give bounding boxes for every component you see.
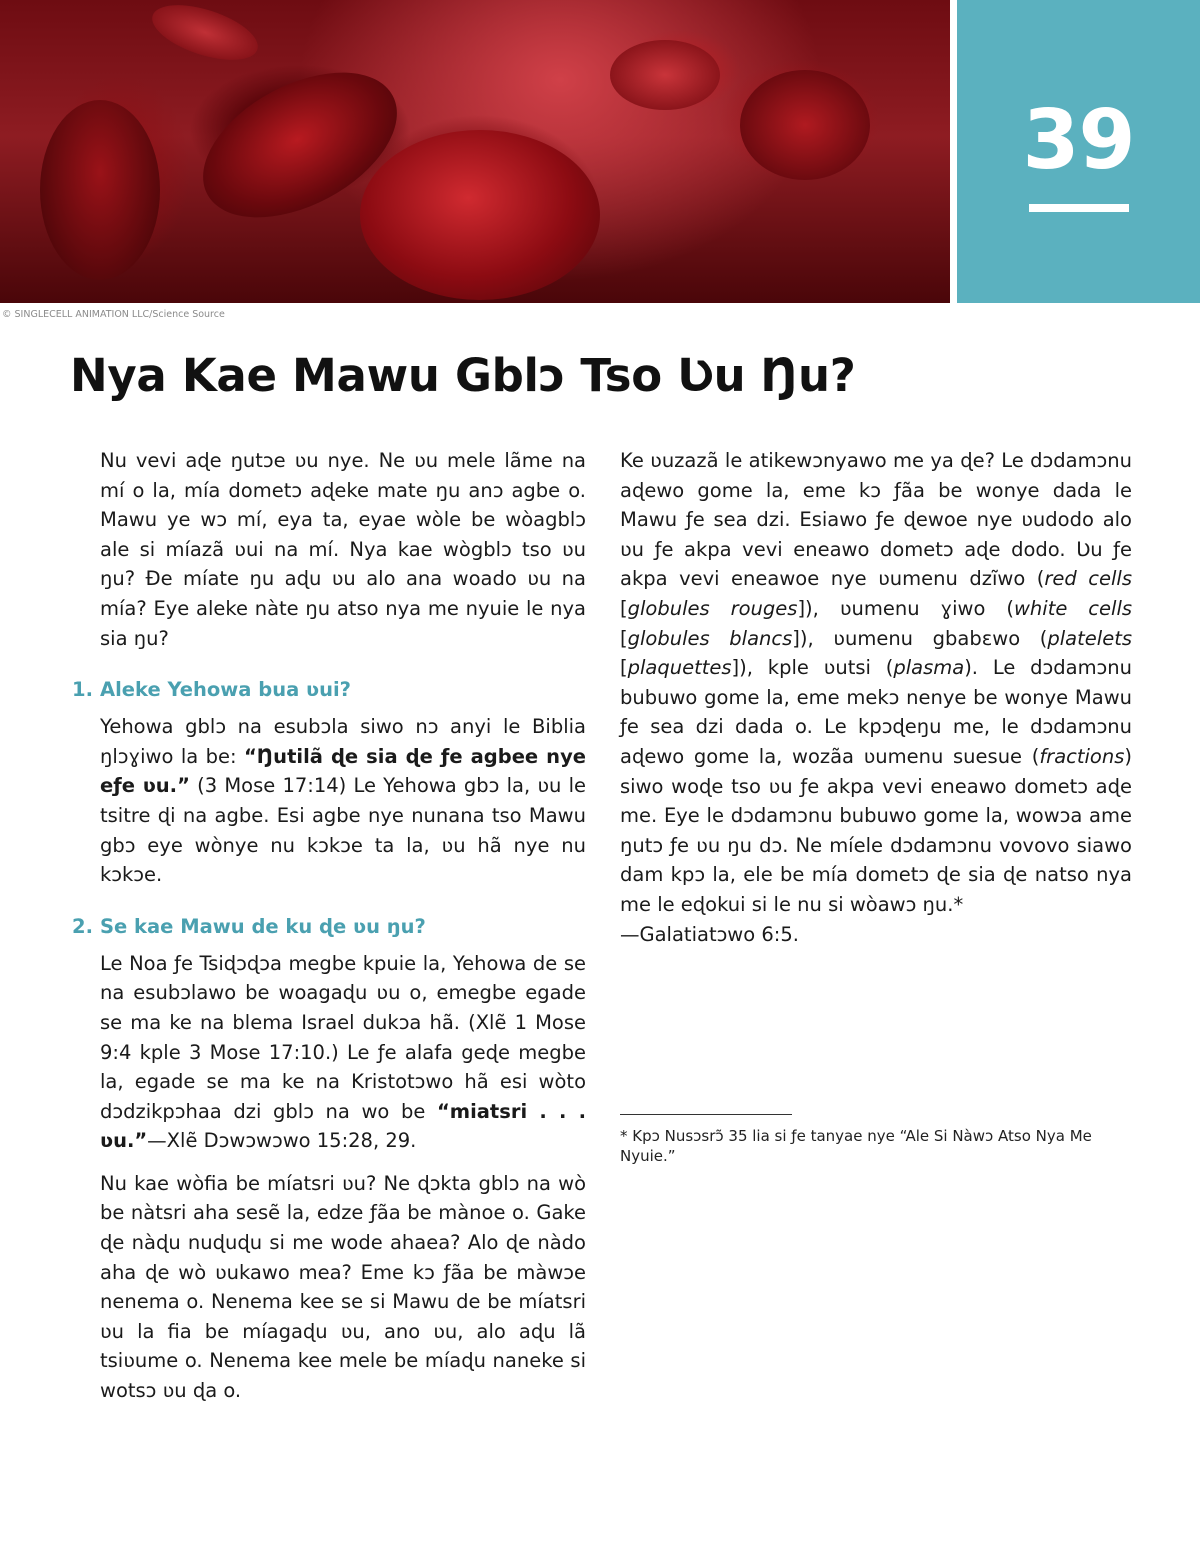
lesson-number: 39: [1022, 93, 1135, 188]
bold-quote: “Ŋutilã ɖe sia ɖe ƒe agbee nye eƒe ʋu.”: [100, 744, 587, 798]
scripture-reference: —Galatiatɔwo 6:5.: [620, 922, 799, 946]
text-run: Le Noa ƒe Tsiɖɔɖɔa megbe kpuie la, Yehowa de se na esubɔlawo be woagaɖu ʋu o, emegbe egade se ma ke na blema Israel dukɔa hã. (Xlẽ 1 Mose 9:4 kple 3 Mose 17:10.) Le ƒe alafa geɖe megbe la, egade se ma ke na Kristotɔwo hã esi wòto dɔdzikpɔhaa dzi gblɔ na wo be: [100, 951, 586, 1123]
left-column: [72, 446, 587, 1419]
text-run: ]), ʋumenu gbabɛwo (: [792, 626, 1048, 650]
italic-term: globules rouges: [627, 596, 798, 620]
text-run: ]), ʋumenu ɣiwo (: [797, 596, 1014, 620]
italic-term: plaquettes: [627, 656, 732, 680]
blood-cell-small: [610, 40, 720, 110]
section-2-paragraph-2: Nu kae wòfia be míatsri ʋu? Ne ɖɔkta gblɔ na wò be nàtsri aha sesẽ la, edze ƒãa be mànoe o. Gake ɖe nàɖu nuɖuɖu si me wode ahaea? Alo ɖe nàdo aha ɖe wò ʋukawo mea? Eme kɔ ƒãa be màwɔe nenema o. Nenema kee se si Mawu de be míatsri ʋu la fia be míagaɖu ʋu, ano ʋu, alo aɖu lã tsiʋume o. Nenema kee mele be míaɖu naneke si wotsɔ ʋu ɖa o.: [100, 1171, 586, 1403]
hero-image: [0, 0, 950, 303]
section-2-paragraph-3: [620, 446, 1132, 949]
text-run: [: [620, 656, 628, 680]
italic-term: white cells: [1013, 596, 1133, 620]
italic-term: fractions: [1039, 744, 1125, 768]
italic-term: platelets: [1047, 626, 1132, 650]
question-text: Aleke Yehowa bua ʋui?: [100, 678, 351, 702]
question-number: 2.: [72, 914, 93, 938]
italic-term: plasma: [893, 656, 965, 680]
text-run: [: [620, 596, 628, 620]
question-heading-2: [72, 913, 586, 941]
question-number: 1.: [72, 678, 93, 702]
intro-paragraph: Nu vevi aɖe ŋutɔe ʋu nye. Ne ʋu mele lãme na mí o la, mía dometɔ aɖeke mate ŋu anɔ agbe o. Mawu ye wɔ mí, eya ta, eyae wòle be wòagblɔ ale si míazã ʋui na mí. Nya kae wògblɔ tso ʋu ŋu? Ðe míate ŋu aɖu ʋu alo ana woado ʋu na mía? Eye aleke nàte ŋu atso nya me nyuie le nya sia ŋu?: [100, 449, 586, 650]
text-run: —Xlẽ Dɔwɔwɔwo 15:28, 29.: [147, 1129, 417, 1153]
text-run: [: [620, 626, 628, 650]
text-run: ) siwo woɖe tso ʋu ƒe akpa vevi eneawo dometɔ aɖe me. Eye le dɔdamɔnu bubuwo gome la, wowɔa ame ŋutɔ ƒe ʋu ŋu dɔ. Ne míele dɔdamɔnu vovovo siawo dam kpɔ la, ele be mía dometɔ ɖe sia ɖe natso nya me le eɖokui si le nu si wòawɔ ŋu.*: [620, 744, 1132, 916]
text-run: (3 Mose 17:14) Le Yehowa gbɔ la, ʋu le tsitre ɖi na agbe. Esi agbe nye nunana tso Mawu gbɔ eye wònye nu kɔkɔe ta la, ʋu hã nye nu kɔkɔe.: [100, 774, 586, 887]
lesson-title: Nya Kae Mawu Gblɔ Tso Ʋu Ŋu?: [70, 349, 856, 402]
lesson-badge: [957, 0, 1200, 303]
question-text: Se kae Mawu de ku ɖe ʋu ŋu?: [100, 914, 426, 938]
image-credit: © SINGLECELL ANIMATION LLC/Science Source: [2, 309, 225, 320]
text-run: ]), kple ʋutsi (: [731, 656, 894, 680]
section-2-paragraph-1: [100, 949, 586, 1156]
text-run: ). Le dɔdamɔnu bubuwo gome la, eme mekɔ nenye be wonye Mawu ƒe sea dzi dada o. Le kpɔɖeŋu me, le dɔdamɔnu aɖewo gome la, wozãa ʋumenu suesue (: [620, 656, 1132, 768]
blood-cell-left: [40, 100, 160, 280]
blood-cell-top: [146, 0, 265, 71]
section-1-paragraph: [100, 712, 586, 890]
question-heading-1: [72, 676, 586, 704]
bold-quote: “miatsri . . . ʋu.”: [100, 1099, 587, 1153]
footnote-divider: [620, 1114, 792, 1115]
text-run: Yehowa gblɔ na esubɔla siwo nɔ anyi le Biblia ŋlɔɣiwo la be:: [100, 715, 586, 768]
text-run: Ke ʋuzazã le atikewɔnyawo me ya ɖe? Le dɔdamɔnu aɖewo gome la, eme kɔ ƒãa be wonye dada le Mawu ƒe sea dzi. Esiawo ƒe ɖewoe nye ʋudodo alo ʋu ƒe akpa vevi eneawo dometɔ aɖe dodo. Ʋu ƒe akpa vevi eneawoe nye ʋumenu dzĩwo (: [620, 449, 1132, 591]
blood-cell-right: [740, 70, 870, 180]
footnote: * Kpɔ Nusɔsrɔ̃ 35 lia si ƒe tanyae nye “Ale Si Nàwɔ Atso Nya Me Nyuie.”: [620, 1127, 1092, 1165]
blood-cell-large: [360, 130, 600, 300]
italic-term: globules blancs: [627, 626, 793, 650]
lesson-number-underline: [1029, 204, 1129, 212]
right-column: [620, 446, 1132, 962]
italic-term: red cells: [1044, 567, 1132, 591]
